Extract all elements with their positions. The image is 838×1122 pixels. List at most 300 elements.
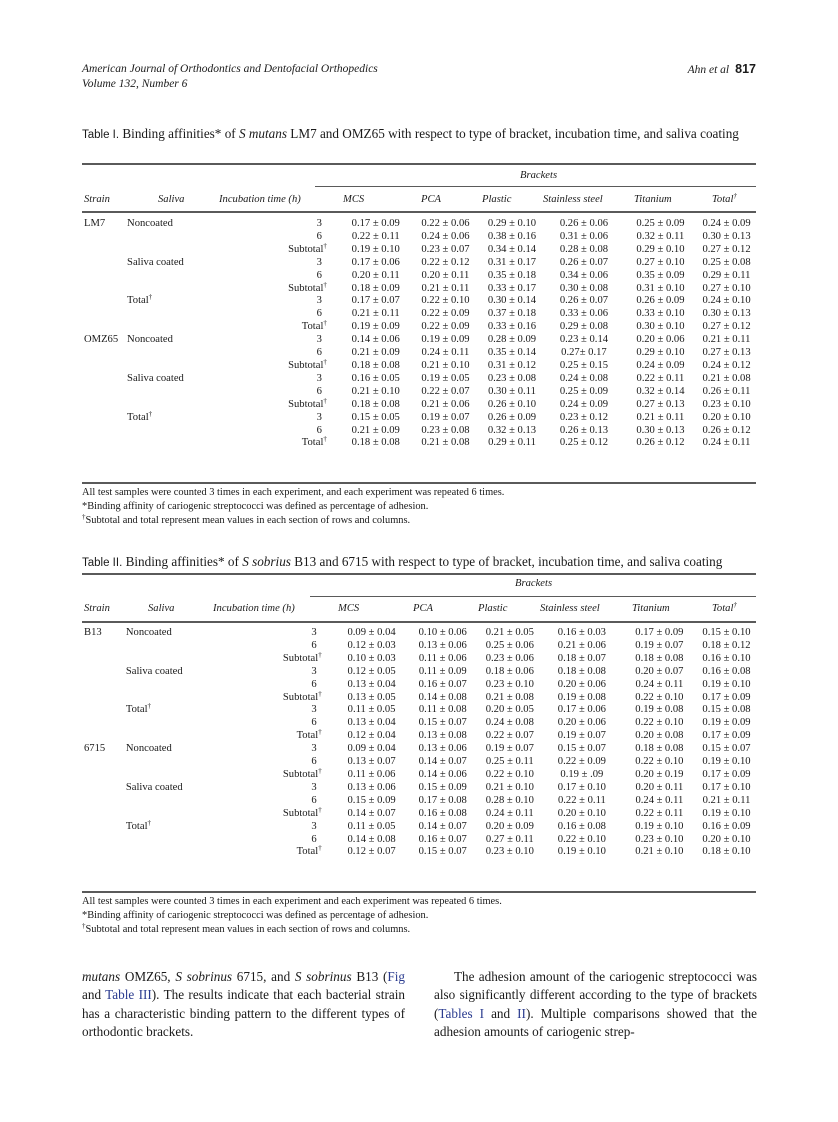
cell-saliva [127,347,218,360]
cell-incubation: Subtotal† [282,689,322,703]
cell-strain [82,666,126,679]
cell-value: 0.23 ± 0.08 [487,372,537,384]
cell-saliva: Saliva coated [125,665,183,677]
cell-value: 0.16 ± 0.07 [418,833,467,845]
cell-value: 0.21 ± 0.11 [702,794,751,806]
cell-value: 0.19 ± 0.07 [557,730,606,742]
cell-value: 0.26 ± 0.07 [559,256,609,268]
cell-value: 0.23 ± 0.10 [635,833,684,845]
cell-saliva [126,730,211,743]
cell-value: 0.25 ± 0.12 [559,437,609,449]
cell-value: 0.34 ± 0.14 [487,243,537,255]
cell-value: 0.22 ± 0.10 [557,833,606,845]
cell-strain [82,244,127,257]
cell-value: 0.21 ± 0.06 [421,398,470,410]
cell-strain [82,653,126,666]
cell-value: 0.20 ± 0.08 [635,730,684,742]
cell-strain [82,399,127,412]
cell-value: 0.10 ± 0.06 [418,627,467,638]
cell-incubation: 3 [311,781,317,793]
cell-value: 0.19 ± 0.09 [351,321,400,333]
cell-value: 0.20 ± 0.11 [421,269,470,281]
cell-value: 0.19 ± 0.09 [702,717,751,729]
cell-strain [82,808,126,821]
note-3: †Subtotal and total represent mean values in each section of rows and columns. [82,922,411,935]
cell-saliva: Noncoated [127,218,173,229]
cell-value: 0.23 ± 0.14 [559,334,609,346]
table-row [82,692,756,705]
cell-value: 0.25 ± 0.06 [485,639,534,651]
cell-saliva: Saliva coated [125,781,183,793]
cell-value: 0.17 ± 0.06 [557,704,606,716]
spacer [327,425,341,438]
cell-saliva: Total† [127,293,153,307]
cell-value: 0.18 ± 0.08 [635,743,684,755]
cell-strain [82,717,126,730]
cell-incubation: 6 [311,756,317,768]
cell-value: 0.15 ± 0.05 [351,411,400,423]
table-row [82,257,756,270]
cell-value: 0.31 ± 0.17 [487,256,537,268]
cell-value: 0.16 ± 0.03 [557,627,606,638]
cell-value: 0.17 ± 0.09 [702,691,751,703]
cell-incubation: Subtotal† [282,650,322,664]
cell-value: 0.19 ± 0.07 [485,743,534,755]
col-mcs: MCS [343,194,365,205]
body-right-column: The adhesion amount of the cariogenic streptococci was also significantly different according to the type of brackets (Tables I and II). Multiple comparisons showed that the adhesion amounts of cariogenic strep- [434,969,758,1039]
col-total: Total† [712,192,737,205]
cell-incubation: 3 [311,704,317,716]
table1-link[interactable]: Tables I [438,1005,485,1021]
cell-saliva [126,679,211,692]
cell-incubation: Subtotal† [288,280,327,294]
cell-value: 0.23 ± 0.10 [702,398,751,410]
cell-value: 0.22 ± 0.07 [421,385,470,397]
cell-value: 0.21 ± 0.09 [351,347,400,359]
cell-strain [82,782,126,795]
cell-value: 0.22 ± 0.09 [421,308,470,320]
journal-volume: Volume 132, Number 6 [82,78,188,90]
spacer [327,360,341,373]
cell-value: 0.31 ± 0.12 [487,359,537,371]
cell-value: 0.24 ± 0.10 [702,295,751,307]
cell-strain [82,437,127,450]
cell-value: 0.20 ± 0.06 [557,678,606,690]
cell-value: 0.11 ± 0.08 [418,704,467,716]
cell-strain [82,425,127,438]
spacer [327,218,341,231]
table-row [82,808,756,821]
cell-value: 0.20 ± 0.10 [702,411,751,423]
cell-value: 0.18 ± 0.08 [557,665,606,677]
cell-strain [82,386,127,399]
cell-value: 0.27 ± 0.12 [702,243,751,255]
table2-link[interactable]: II [517,1005,526,1021]
table-row [82,730,756,743]
col-saliva: Saliva [158,194,185,205]
cell-value: 0.26 ± 0.12 [702,424,751,436]
cell-value: 0.21 ± 0.08 [702,372,751,384]
table-row [82,795,756,808]
cell-strain [82,308,127,321]
cell-incubation: 6 [316,269,322,281]
cell-value: 0.14 ± 0.07 [418,820,467,832]
cell-saliva [126,756,211,769]
cell-incubation: Total† [301,435,327,449]
author-page [688,62,756,78]
cell-saliva [127,360,218,373]
table-row [82,270,756,283]
cell-value: 0.29 ± 0.11 [488,437,536,449]
cell-value: 0.31 ± 0.10 [636,282,685,294]
cell-value: 0.30 ± 0.13 [702,308,751,320]
cell-value: 0.13 ± 0.07 [347,756,396,768]
col-stainless: Stainless steel [543,194,603,205]
cell-value: 0.12 ± 0.04 [347,730,396,742]
spacer [327,399,341,412]
cell-value: 0.12 ± 0.05 [347,665,396,677]
cell-value: 0.14 ± 0.06 [418,768,467,780]
table-row [82,756,756,769]
cell-value: 0.16 ± 0.10 [702,652,751,664]
cell-value: 0.24 ± 0.12 [702,359,751,371]
cell-value: 0.13 ± 0.04 [347,678,396,690]
table2-group-rule [310,596,756,597]
cell-value: 0.21 ± 0.11 [636,411,685,423]
spacer [327,321,341,334]
cell-saliva [126,653,211,666]
cell-incubation: Total† [296,728,322,742]
table1-top-rule [82,163,756,165]
table1-caption [82,125,756,144]
cell-incubation: 3 [316,256,322,268]
spacer [322,769,336,782]
cell-value: 0.24 ± 0.11 [421,347,470,359]
table2-notes [82,895,756,937]
cell-value: 0.10 ± 0.03 [347,652,396,664]
cell-saliva [126,795,211,808]
cell-value: 0.20 ± 0.11 [351,269,400,281]
table-row [82,347,756,360]
cell-value: 0.20 ± 0.07 [635,665,684,677]
cell-value: 0.17 ± 0.09 [702,768,751,780]
journal-title: American Journal of Orthodontics and Dentofacial Orthopedics [82,63,378,75]
spacer [322,834,336,847]
cell-value: 0.38 ± 0.16 [487,230,537,242]
cell-incubation: 3 [311,665,317,677]
cell-value: 0.18 ± 0.10 [702,846,751,858]
col-total: Total† [712,601,737,614]
cell-value: 0.26 ± 0.10 [487,398,537,410]
cell-value: 0.22 ± 0.07 [485,730,534,742]
cell-value: 0.24 ± 0.06 [421,230,470,242]
cell-value: 0.24 ± 0.11 [635,678,684,690]
cell-value: 0.27 ± 0.10 [636,256,685,268]
table1-notes [82,486,756,528]
cell-value: 0.23 ± 0.07 [421,243,470,255]
cell-saliva [126,640,211,653]
cell-value: 0.27 ± 0.10 [702,282,751,294]
cell-value: 0.19 ± 0.09 [421,334,470,346]
cell-incubation: 6 [311,794,317,806]
cell-value: 0.25 ± 0.08 [702,256,751,268]
cell-value: 0.27 ± 0.11 [485,833,534,845]
col-mcs: MCS [338,603,360,614]
table-row [82,399,756,412]
table-row [82,743,756,756]
table-row [82,283,756,296]
table-row [82,295,756,308]
table1-header-rule [82,211,756,213]
cell-value: 0.22 ± 0.06 [421,218,470,229]
cell-strain: B13 [84,627,102,638]
spacer [322,821,336,834]
cell-value: 0.21 ± 0.11 [351,308,400,320]
cell-value: 0.11 ± 0.05 [347,704,396,716]
cell-incubation: 6 [316,308,322,320]
cell-incubation: 3 [316,411,322,423]
running-head [82,62,756,92]
col-plastic: Plastic [482,194,512,205]
note-3: †Subtotal and total represent mean values in each section of rows and columns. [82,513,411,526]
cell-value: 0.28 ± 0.10 [485,794,534,806]
cell-strain [82,692,126,705]
cell-value: 0.19 ± 0.10 [702,678,751,690]
cell-value: 0.15 ± 0.07 [702,743,751,755]
cell-value: 0.33 ± 0.10 [636,308,685,320]
cell-value: 0.19 ± 0.07 [421,411,470,423]
cell-strain [82,321,127,334]
cell-saliva [126,834,211,847]
table-row [82,231,756,244]
col-stainless: Stainless steel [540,603,600,614]
cell-value: 0.18 ± 0.09 [351,282,400,294]
cell-value: 0.30 ± 0.10 [636,321,685,333]
table-row [82,373,756,386]
table1-label: Table I. [82,129,120,141]
cell-incubation: 6 [316,347,322,359]
table-row [82,666,756,679]
cell-value: 0.16 ± 0.09 [702,820,751,832]
cell-value: 0.18 ± 0.08 [351,359,400,371]
cell-value: 0.21 ± 0.05 [485,627,534,638]
cell-incubation: 3 [311,743,317,755]
table2-caption [82,553,756,572]
cell-value: 0.25 ± 0.11 [485,756,534,768]
spacer [322,679,336,692]
col-incubation: Incubation time (h) [219,194,301,205]
spacer [322,717,336,730]
cell-value: 0.12 ± 0.03 [347,639,396,651]
cell-value: 0.23 ± 0.10 [485,846,534,858]
cell-value: 0.21 ± 0.11 [702,334,751,346]
cell-value: 0.19 ± 0.10 [702,807,751,819]
table-row [82,425,756,438]
spacer [322,627,336,640]
cell-incubation: Total† [301,319,327,333]
table-row [82,834,756,847]
cell-value: 0.26 ± 0.07 [559,295,609,307]
cell-value: 0.33 ± 0.16 [487,321,537,333]
cell-saliva [126,846,211,859]
cell-value: 0.18 ± 0.12 [702,639,751,651]
note-2: *Binding affinity of cariogenic streptococci was defined as percentage of adhesion. [82,501,429,512]
table1-bottom-rule [82,482,756,484]
cell-value: 0.12 ± 0.07 [347,846,396,858]
cell-value: 0.13 ± 0.06 [347,781,396,793]
cell-value: 0.18 ± 0.07 [557,652,606,664]
cell-value: 0.13 ± 0.06 [418,639,467,651]
cell-value: 0.30 ± 0.14 [487,295,537,307]
cell-value: 0.21 ± 0.10 [421,359,470,371]
cell-value: 0.18 ± 0.08 [351,398,400,410]
caption-text: B13 and 6715 with respect to type of bracket, incubation time, and saliva coating [290,554,723,569]
cell-value: 0.24 ± 0.08 [485,717,534,729]
cell-value: 0.17 ± 0.09 [351,218,400,229]
cell-incubation: 3 [311,627,317,638]
cell-saliva [127,437,218,450]
cell-value: 0.23 ± 0.12 [559,411,609,423]
table-row [82,653,756,666]
cell-value: 0.17 ± 0.09 [702,730,751,742]
table-row [82,717,756,730]
table-row [82,704,756,717]
cell-value: 0.15 ± 0.09 [418,781,467,793]
cell-saliva [126,769,211,782]
cell-value: 0.29 ± 0.08 [559,321,609,333]
cell-strain: LM7 [84,218,106,229]
cell-strain [82,756,126,769]
caption-text: Binding affinities* of [122,126,239,141]
spacer [322,846,336,859]
cell-saliva [127,321,218,334]
cell-incubation: Subtotal† [288,396,327,410]
cell-value: 0.13 ± 0.04 [347,717,396,729]
cell-strain [82,846,126,859]
table-row [82,360,756,373]
cell-value: 0.25 ± 0.09 [559,385,609,397]
cell-value: 0.32 ± 0.14 [636,385,685,397]
note-1: All test samples were counted 3 times in each experiment and each experiment was repeated 6 times. [82,896,502,907]
cell-strain [82,347,127,360]
cell-value: 0.24 ± 0.11 [702,437,751,449]
cell-value: 0.26 ± 0.11 [702,385,751,397]
spacer [327,412,341,425]
cell-value: 0.15 ± 0.10 [702,627,751,638]
cell-value: 0.24 ± 0.09 [559,398,609,410]
table1-group-rule [315,186,756,187]
cell-saliva [127,231,218,244]
spacer [322,704,336,717]
cell-value: 0.20 ± 0.06 [636,334,685,346]
cell-value: 0.27 ± 0.13 [702,347,751,359]
cell-value: 0.15 ± 0.07 [557,743,606,755]
cell-value: 0.22 ± 0.10 [485,768,534,780]
cell-value: 0.15 ± 0.08 [702,704,751,716]
cell-strain [82,231,127,244]
cell-value: 0.13 ± 0.05 [347,691,396,703]
cell-value: 0.24 ± 0.09 [702,218,751,229]
table2-bottom-rule [82,891,756,893]
cell-value: 0.35 ± 0.14 [487,347,537,359]
cell-saliva [126,808,211,821]
table-row [82,321,756,334]
cell-value: 0.20 ± 0.11 [635,781,684,793]
table1-body [82,218,756,450]
cell-value: 0.30 ± 0.08 [559,282,609,294]
cell-strain [82,769,126,782]
cell-value: 0.13 ± 0.08 [418,730,467,742]
spacer [322,640,336,653]
cell-value: 0.14 ± 0.06 [351,334,400,346]
table-row [82,782,756,795]
spacer [327,270,341,283]
table3-link[interactable]: Table III [105,987,152,1003]
cell-saliva [126,692,211,705]
cell-value: 0.15 ± 0.09 [347,794,396,806]
cell-value: 0.18 ± 0.08 [351,437,400,449]
body-left-column: mutans OMZ65, S sobrinus 6715, and S sobrinus B13 (Fig and Table III). The results indicate that each bacterial strain has a characteristic binding pattern to the different types of orthodontic brackets. [82,969,405,1039]
table-row [82,769,756,782]
cell-value: 0.24 ± 0.08 [559,372,609,384]
cell-value: 0.19 ± 0.10 [351,243,400,255]
cell-value: 0.17 ± 0.09 [635,627,684,638]
col-saliva: Saliva [148,603,175,614]
cell-incubation: 6 [316,385,322,397]
cell-value: 0.19 ± 0.10 [635,820,684,832]
cell-value: 0.33 ± 0.17 [487,282,537,294]
cell-saliva [127,270,218,283]
cell-value: 0.23 ± 0.10 [485,678,534,690]
cell-value: 0.14 ± 0.07 [347,807,396,819]
table-row [82,846,756,859]
cell-strain [82,795,126,808]
cell-value: 0.11 ± 0.09 [418,665,467,677]
spacer [322,743,336,756]
cell-saliva [127,244,218,257]
table-row [82,412,756,425]
cell-saliva [126,717,211,730]
cell-incubation: 3 [316,334,322,346]
cell-value: 0.20 ± 0.10 [702,833,751,845]
spacer [322,666,336,679]
cell-value: 0.22 ± 0.11 [636,372,685,384]
cell-strain [82,834,126,847]
spacer [322,795,336,808]
cell-value: 0.11 ± 0.06 [347,768,396,780]
cell-value: 0.19 ± .09 [560,768,604,780]
table-row [82,437,756,450]
cell-strain [82,679,126,692]
note-1: All test samples were counted 3 times in each experiment, and each experiment was repeated 6 times. [82,487,505,498]
cell-value: 0.16 ± 0.05 [351,372,400,384]
cell-value: 0.32 ± 0.11 [636,230,685,242]
cell-incubation: Subtotal† [282,766,322,780]
cell-value: 0.35 ± 0.18 [487,269,537,281]
cell-value: 0.21 ± 0.10 [635,846,684,858]
fig-link[interactable]: Fig [387,969,405,984]
cell-value: 0.30 ± 0.13 [702,230,751,242]
cell-value: 0.26 ± 0.12 [636,437,685,449]
cell-value: 0.27± 0.17 [561,347,607,359]
table2-top-rule [82,573,756,575]
cell-incubation: Total† [296,844,322,858]
cell-saliva: Saliva coated [127,372,184,384]
table2-group-header: Brackets [515,578,553,589]
cell-value: 0.23 ± 0.06 [485,652,534,664]
cell-value: 0.22 ± 0.10 [635,756,684,768]
cell-value: 0.14 ± 0.08 [418,691,467,703]
